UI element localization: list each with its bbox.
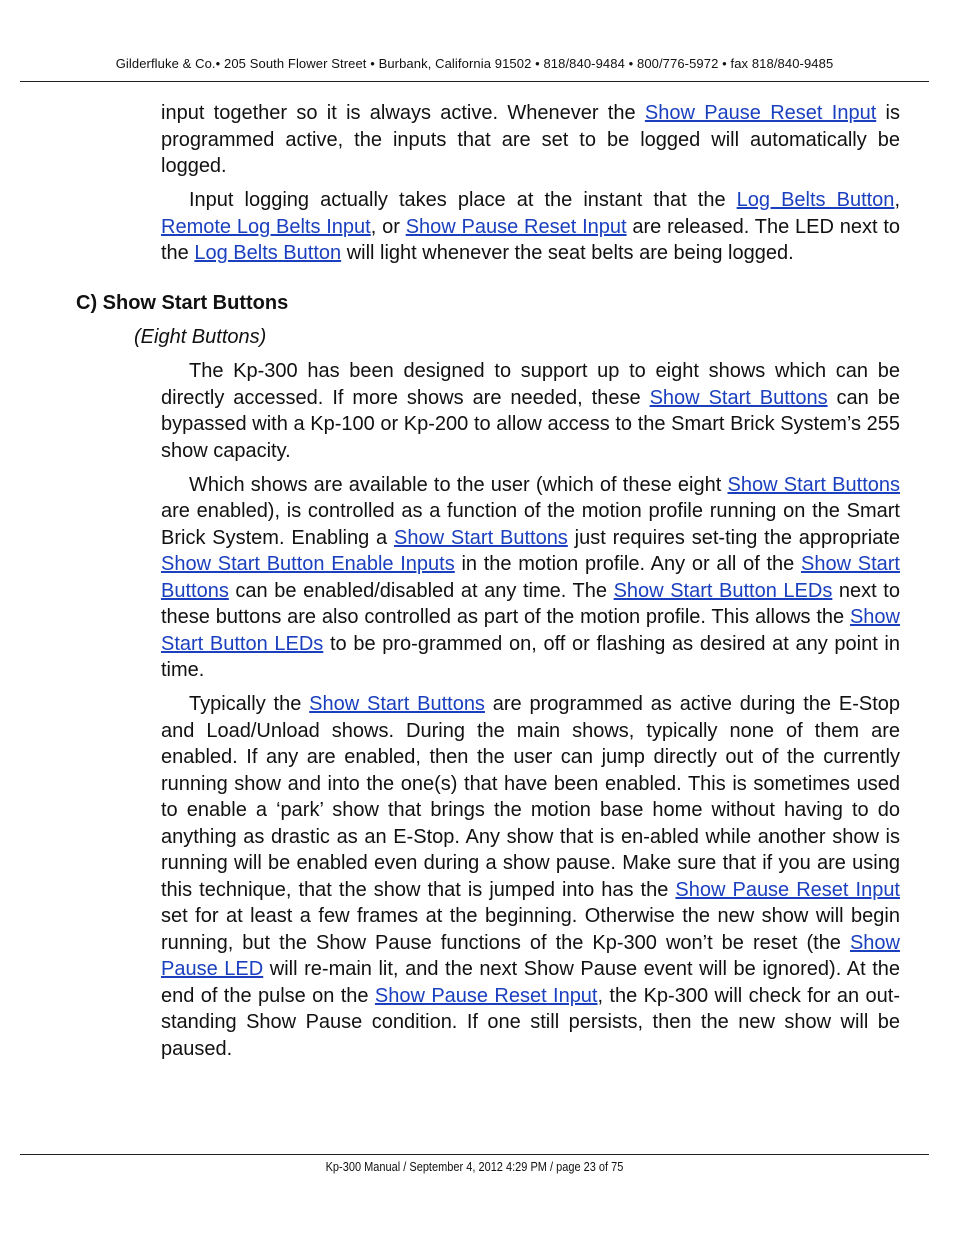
show-pause-reset-input-link[interactable]: Show Pause Reset Input [675, 878, 900, 901]
show-start-buttons-link[interactable]: Show Start Buttons [161, 553, 900, 602]
header-rule [20, 81, 929, 82]
page-body [76, 100, 901, 1070]
show-start-button-enable-inputs-link[interactable]: Show Start Button Enable Inputs [161, 553, 455, 575]
show-start-button-leds-link[interactable]: Show Start Button LEDs [613, 579, 833, 602]
paragraph-5: Typically the Show Start Buttons are programmed as active during the E-Stop and Load/Unload shows. During the main shows, typically none of them are enabled. If any are enabled, then the user can jump directly out of the currently running show and into the one(s) that have been enabled. This is sometimes used to enable a ‘park’ show that brings the motion base home without having to do anything as drastic as an E-Stop. Any show that is en-abled while another show is running will be enabled even during a show pause. Make sure that if you are using this technique, that the show that is jumped into has the Show Pause Reset Input set for at least a few frames at the beginning. Otherwise the new show will begin running, but the Show Pause functions of the Kp-300 won’t be reset (the Show Pause LED will re-main lit, and the next Show Pause event will be ignored). At the end of the pulse on the Show Pause Reset Input, the Kp-300 will check for an out-standing Show Pause condition. If one still persists, then the new show will be paused. [161, 693, 900, 1060]
show-pause-led-link[interactable]: Show Pause LED [161, 931, 900, 980]
paragraph-2: Input logging actually takes place at the instant that the Log Belts Button, Remote Log Belts Input, or Show Pause Reset Input are released. The LED next to the Log Belts Button will light whenever the seat belts are being logged. [161, 189, 901, 264]
paragraph-1: input together so it is always active. Whenever the Show Pause Reset Input is programmed active, the inputs that are set to be logged will automatically be logged. [161, 102, 900, 177]
log-belts-button-link[interactable]: Log Belts Button [194, 242, 342, 264]
show-pause-reset-input-link[interactable]: Show Pause Reset Input [405, 215, 627, 238]
paragraph-3: The Kp-300 has been designed to support up to eight shows which can be directly accessed. If more shows are needed, these Show Start Buttons can be bypassed with a Kp-100 or Kp-200 to allow access to the Smart Brick System’s 255 show capacity. [161, 360, 901, 462]
show-start-buttons-link[interactable]: Show Start Buttons [727, 473, 900, 496]
show-pause-reset-input-link[interactable]: Show Pause Reset Input [644, 102, 877, 124]
section-subtitle: (Eight Buttons) [134, 325, 267, 348]
show-start-button-leds-link[interactable]: Show Start Button LEDs [161, 606, 900, 655]
footer-rule [20, 1154, 929, 1155]
remote-log-belts-input-link[interactable]: Remote Log Belts Input [161, 215, 371, 238]
show-start-buttons-link[interactable]: Show Start Buttons [309, 693, 485, 715]
page-header: Gilderfluke & Co.• 205 South Flower Street • Burbank, California 91502 • 818/840-9484 • 800/776-5972 • fax 818/840-9485 [115, 56, 834, 71]
paragraph-4: Which shows are available to the user (which of these eight Show Start Buttons are enabled), is controlled as a function of the motion profile running on the Smart Brick System. Enabling a Show Start Buttons just requires set-ting the appropriate Show Start Button Enable Inputs in the motion profile. Any or all of the Show Start Buttons can be enabled/disabled at any time. The Show Start Button LEDs next to these buttons are also controlled as part of the motion profile. This allows the Show Start Button LEDs to be pro-grammed on, off or flashing as desired at any point in time. [161, 473, 900, 681]
show-pause-reset-input-link[interactable]: Show Pause Reset Input [374, 984, 598, 1007]
page-footer: Kp-300 Manual / September 4, 2012 4:29 PM / page 23 of 75 [325, 1160, 624, 1174]
section-title: C) Show Start Buttons [76, 291, 289, 314]
show-start-buttons-link[interactable]: Show Start Buttons [649, 386, 828, 409]
log-belts-button-link[interactable]: Log Belts Button [736, 189, 895, 211]
show-start-buttons-link[interactable]: Show Start Buttons [394, 526, 568, 549]
